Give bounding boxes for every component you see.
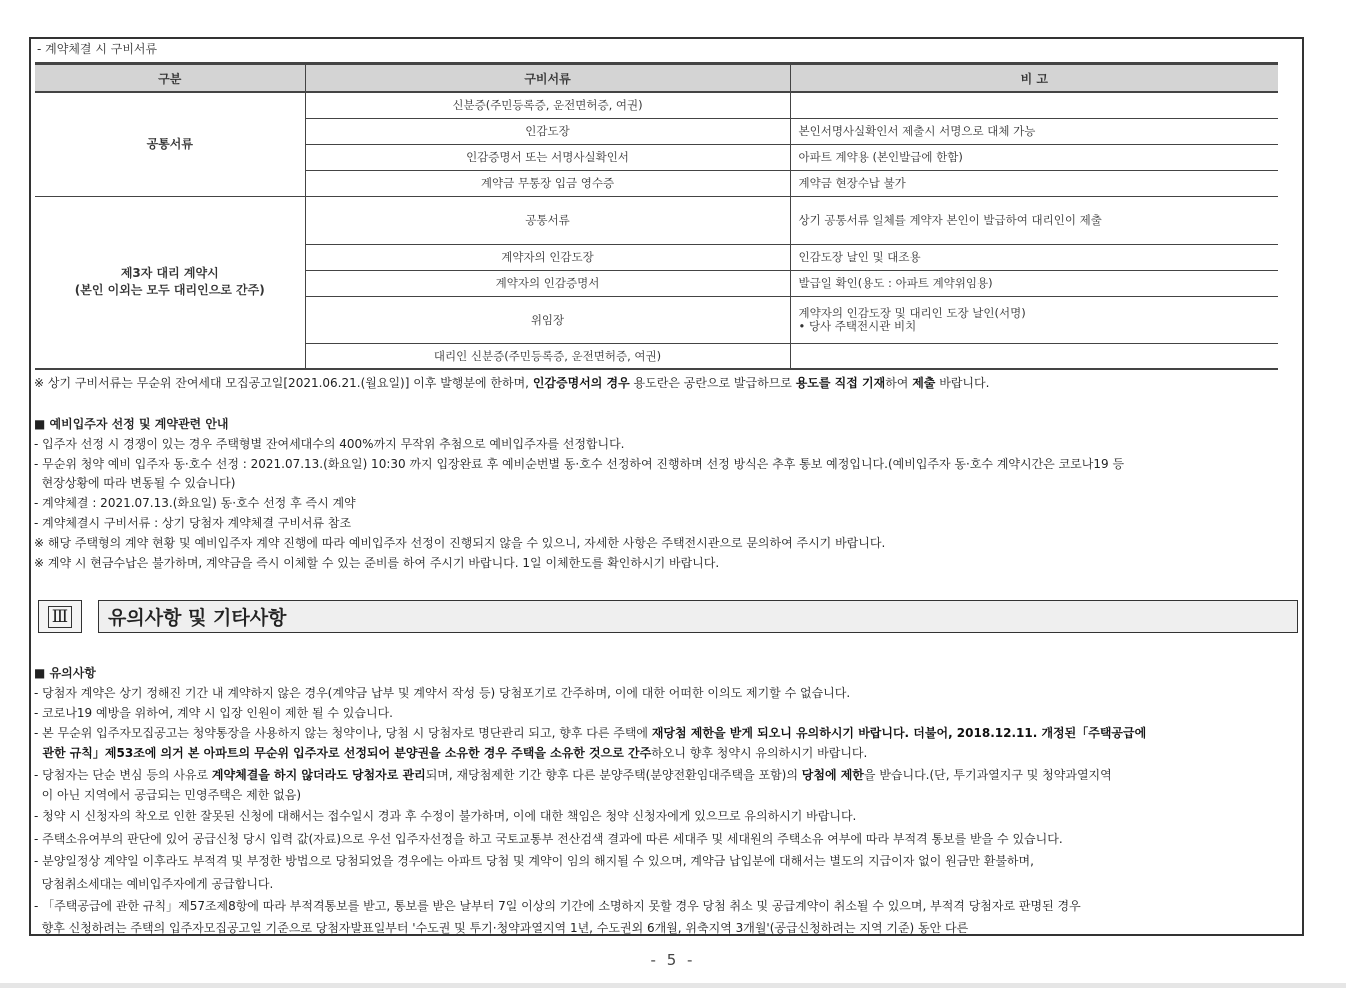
page-number: - 5 - <box>650 951 696 969</box>
note-cell: 발급일 확인(용도 : 아파트 계약위임용) <box>790 270 1278 296</box>
header-documents: 구비서류 <box>305 64 790 93</box>
caution-line: - 청약 시 신청자의 착오로 인한 잘못된 신청에 대해서는 접수일시 경과 후 수정이 불가하며, 이에 대한 책임은 청약 신청자에게 있으므로 유의하시기 바랍니다. <box>34 809 857 823</box>
table-row <box>35 196 1278 244</box>
doc-cell: 공통서류 <box>305 196 790 244</box>
note-cell: 계약금 현장수납 불가 <box>790 170 1278 196</box>
section-title: 유의사항 및 기타사항 <box>108 607 287 629</box>
reserve-line: - 계약체결 : 2021.07.13.(화요일) 동·호수 선정 후 즉시 계약 <box>34 496 356 510</box>
reserve-line: - 계약체결시 구비서류 : 상기 당첨자 계약체결 구비서류 참조 <box>34 516 352 530</box>
doc-cell: 계약자의 인감도장 <box>305 244 790 270</box>
required-documents-table <box>35 62 1278 370</box>
caution-line: - 주택소유여부의 판단에 있어 공급신청 당시 입력 값(자료)으로 우선 입주자선정을 하고 국토교통부 전산검색 결과에 따른 세대주 및 세대원의 주택소유 여부에 따라 부적격 통보를 받을 수 있습니다. <box>34 832 1063 846</box>
note-line: • 당사 주택전시관 비치 <box>798 318 917 333</box>
header-remarks: 비 고 <box>790 64 1278 93</box>
document-page-frame <box>29 37 1304 936</box>
note-line: 계약자의 인감도장 및 대리인 도장 날인(서명) <box>798 305 1026 320</box>
caution-line: 당첨취소세대는 예비입주자에게 공급합니다. <box>34 877 274 891</box>
note-cell: 본인서명사실확인서 제출시 서명으로 대체 가능 <box>790 118 1278 144</box>
documents-footnote: ※ 상기 구비서류는 무순위 잔여세대 모집공고일[2021.06.21.(월요일)] 이후 발행분에 한하며, 인감증명서의 경우 용도란은 공란으로 발급하므로 용도를 직접 기재하여 제출 바랍니다. <box>34 376 990 390</box>
caution-line: - 코로나19 예방을 위하여, 계약 시 입장 인원이 제한 될 수 있습니다. <box>34 706 393 720</box>
group-label-proxy-line1: 제3자 대리 계약시 <box>120 266 219 281</box>
caution-section-title: ■ 유의사항 <box>34 666 96 680</box>
caution-line: - 분양일정상 계약일 이후라도 부적격 및 부정한 방법으로 당첨되었을 경우에는 아파트 당첨 및 계약이 임의 해지될 수 있으며, 계약금 납입분에 대해서는 별도의 지급이자 없이 원금만 환불하며, <box>34 854 1034 868</box>
doc-cell: 위임장 <box>305 296 790 343</box>
note-cell <box>790 92 1278 118</box>
doc-cell: 계약금 무통장 입금 영수증 <box>305 170 790 196</box>
note-cell <box>790 296 1278 343</box>
section-number-box <box>38 600 82 633</box>
caution-line: - 당첨자는 단순 변심 등의 사유로 계약체결을 하지 않더라도 당첨자로 관리되며, 재당첨제한 기간 향후 다른 분양주택(분양전환임대주택을 포함)의 당첨에 제한을 받습니다.(단, 투기과열지구 및 청약과열지역 <box>34 768 1112 782</box>
table-row <box>35 92 1278 118</box>
contract-documents-subheading: - 계약체결 시 구비서류 <box>37 42 158 56</box>
bottom-bar <box>0 983 1346 988</box>
doc-cell: 계약자의 인감증명서 <box>305 270 790 296</box>
table-header-row <box>35 64 1278 93</box>
caution-line: 이 아닌 지역에서 공급되는 민영주택은 제한 없음) <box>34 788 302 802</box>
doc-cell: 대리인 신분증(주민등록증, 운전면허증, 여권) <box>305 343 790 369</box>
section-title-box <box>98 600 1298 633</box>
reserve-line: - 입주자 선정 시 경쟁이 있는 경우 주택형별 잔여세대수의 400%까지 무작위 추첨으로 예비입주자를 선정합니다. <box>34 437 625 451</box>
reserve-line: ※ 계약 시 현금수납은 불가하며, 계약금을 즉시 이체할 수 있는 준비를 하여 주시기 바랍니다. 1일 이체한도를 확인하시기 바랍니다. <box>34 556 720 570</box>
reserve-line: ※ 해당 주택형의 계약 현황 및 예비입주자 계약 진행에 따라 예비입주자 선정이 진행되지 않을 수 있으니, 자세한 사항은 주택전시관으로 문의하여 주시기 바랍니다. <box>34 536 886 550</box>
note-cell: 인감도장 날인 및 대조용 <box>790 244 1278 270</box>
doc-cell: 신분증(주민등록증, 운전면허증, 여권) <box>305 92 790 118</box>
doc-cell: 인감증명서 또는 서명사실확인서 <box>305 144 790 170</box>
note-cell: 상기 공통서류 일체를 계약자 본인이 발급하여 대리인이 제출 <box>790 196 1278 244</box>
reserve-line: 현장상황에 따라 변동될 수 있습니다) <box>34 476 236 490</box>
caution-line: - 본 무순위 입주자모집공고는 청약통장을 사용하지 않는 청약이나, 당첨 시 당첨자로 명단관리 되고, 향후 다른 주택에 재당첨 제한을 받게 되오니 유의하시기 바랍니다. 더불어, 2018.12.11. 개정된「주택공급에 <box>34 726 1147 740</box>
caution-line: 향후 신청하려는 주택의 입주자모집공고일 기준으로 당첨자발표일부터 '수도권 및 투기·청약과열지역 1년, 수도권외 6개월, 위축지역 3개월'(공급신청하려는 지역 기준) 동안 다른 <box>34 921 969 935</box>
group-label-common: 공통서류 <box>35 92 305 196</box>
caution-line: 관한 규칙」제53조에 의거 본 아파트의 무순위 입주자로 선정되어 분양권을 소유한 경우 주택을 소유한 것으로 간주하오니 향후 청약시 유의하시기 바랍니다. <box>34 746 868 760</box>
caution-line: - 당첨자 계약은 상기 정해진 기간 내 계약하지 않은 경우(계약금 납부 및 계약서 작성 등) 당첨포기로 간주하며, 이에 대한 어떠한 이의도 제기할 수 없습니다. <box>34 686 851 700</box>
group-label-proxy-line2: (본인 이외는 모두 대리인으로 간주) <box>74 283 265 298</box>
note-cell: 아파트 계약용 (본인발급에 한함) <box>790 144 1278 170</box>
reserve-section-title: ■ 예비입주자 선정 및 계약관련 안내 <box>34 417 229 431</box>
header-category: 구분 <box>35 64 305 93</box>
doc-cell: 인감도장 <box>305 118 790 144</box>
note-cell <box>790 343 1278 369</box>
group-label-proxy <box>35 196 305 369</box>
section-number: Ⅲ <box>48 606 72 628</box>
reserve-line: - 무순위 청약 예비 입주자 동·호수 선정 : 2021.07.13.(화요일) 10:30 까지 입장완료 후 예비순번별 동·호수 선정하여 진행하며 선정 방식은 추후 통보 예정입니다.(예비입주자 동·호수 계약시간은 코로나19 등 <box>34 457 1125 471</box>
caution-line: - 「주택공급에 관한 규칙」제57조제8항에 따라 부적격통보를 받고, 통보를 받은 날부터 7일 이상의 기간에 소명하지 못할 경우 당첨 취소 및 공급계약이 취소될 수 있으며, 부적격 당첨자로 판명된 경우 <box>34 899 1081 913</box>
